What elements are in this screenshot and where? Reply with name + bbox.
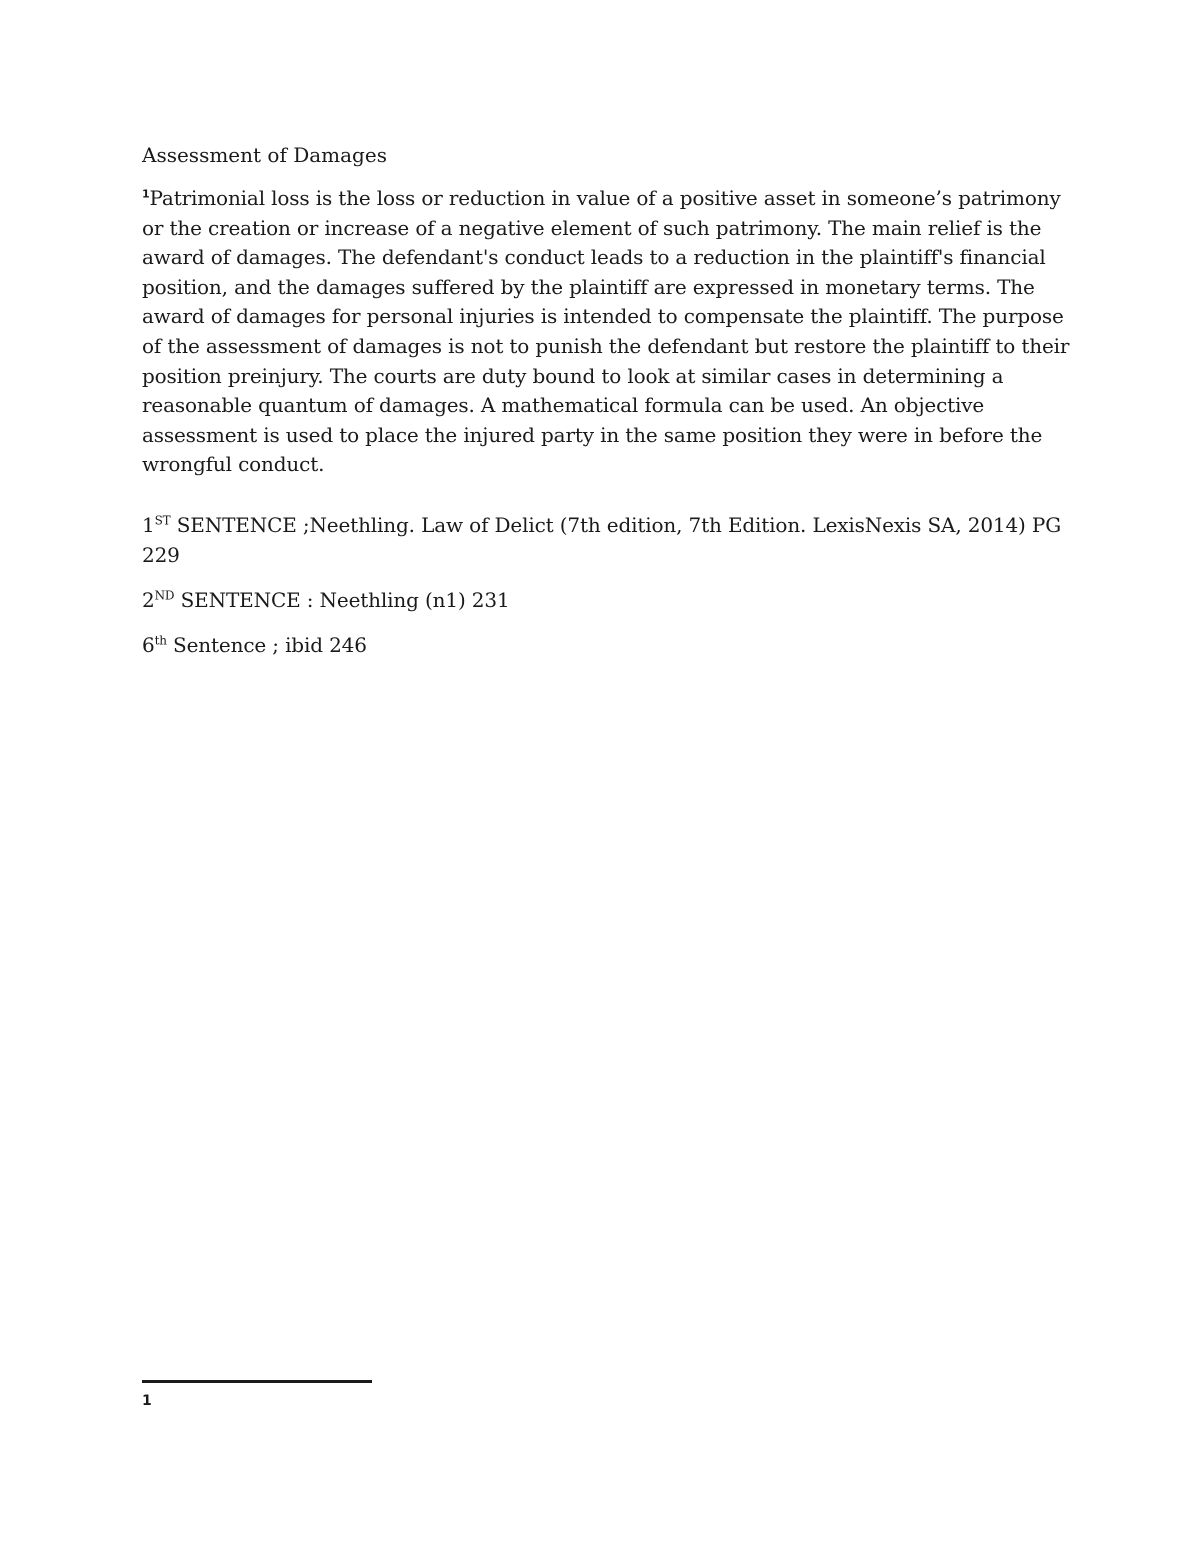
reference-item bbox=[142, 510, 1072, 570]
footnote-reference-marker: 1 bbox=[142, 187, 150, 201]
body-text: Patrimonial loss is the loss or reduction in value of a positive asset in someone’s patrimony or the creation or increase of a negative element of such patrimony. The main relief is the award of damages. The defendant's conduct leads to a reduction in the plaintiff's financial position, and the damages suffered by the plaintiff are expressed in monetary terms. The award of damages for personal injuries is intended to compensate the plaintiff. The purpose of the assessment of damages is not to punish the defendant but restore the plaintiff to their position preinjury. The courts are duty bound to look at similar cases in determining a reasonable quantum of damages. A mathematical formula can be used. An objective assessment is used to place the injured party in the same position they were in before the wrongful conduct. bbox=[142, 186, 1070, 477]
reference-text: Sentence ; ibid 246 bbox=[166, 632, 367, 657]
references-list bbox=[142, 510, 1072, 660]
reference-item bbox=[142, 585, 1072, 615]
document-content bbox=[142, 140, 1072, 675]
reference-ordinal: th bbox=[154, 633, 167, 648]
body-paragraph bbox=[142, 184, 1072, 480]
footnote-number: 1 bbox=[142, 1393, 152, 1409]
document-title: Assessment of Damages bbox=[142, 143, 387, 167]
reference-text: SENTENCE ;Neethling. Law of Delict (7th edition, 7th Edition. LexisNexis SA, 2014) PG 229 bbox=[142, 512, 1062, 567]
reference-ordinal: ND bbox=[154, 588, 175, 603]
reference-number: 6 bbox=[142, 632, 155, 657]
reference-text: SENTENCE : Neethling (n1) 231 bbox=[174, 587, 510, 612]
reference-item bbox=[142, 630, 1072, 660]
footnote-separator bbox=[142, 1380, 372, 1383]
reference-number: 2 bbox=[142, 587, 155, 612]
reference-ordinal: ST bbox=[154, 513, 171, 528]
reference-number: 1 bbox=[142, 512, 155, 537]
